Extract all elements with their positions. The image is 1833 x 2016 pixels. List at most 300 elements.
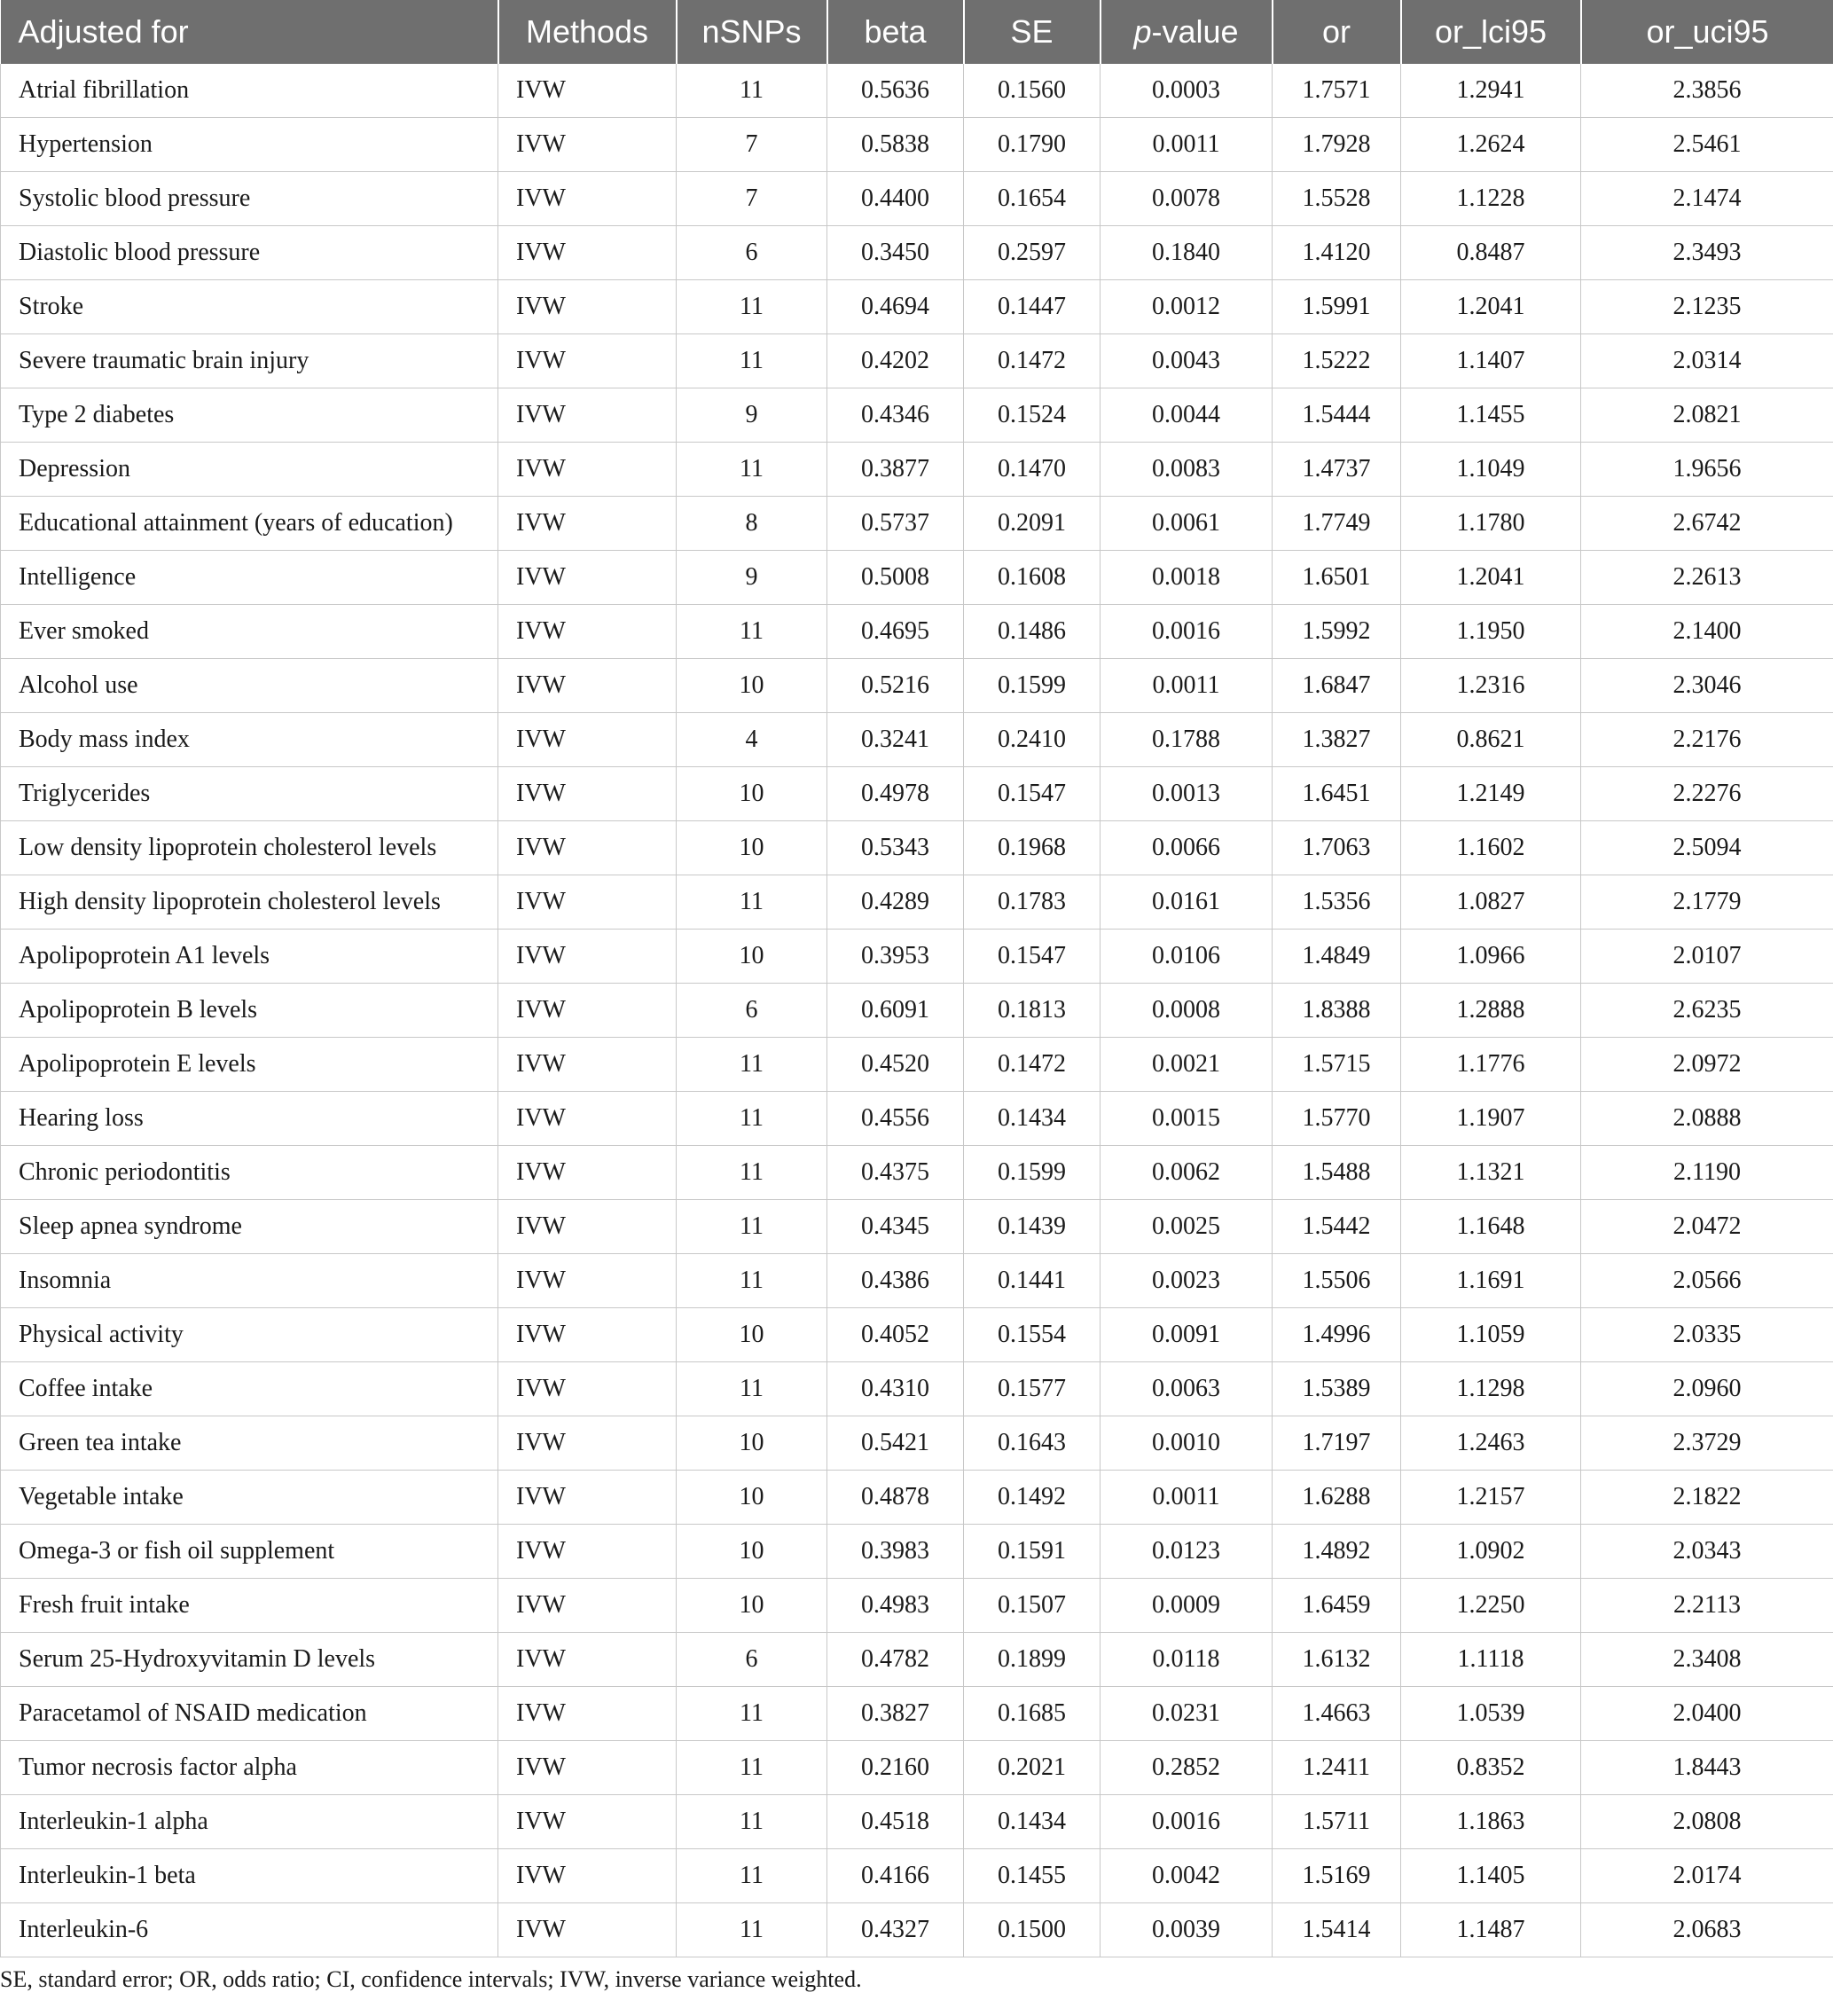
- cell-or: 1.5444: [1273, 388, 1401, 443]
- cell-adjusted-for: Triglycerides: [1, 767, 498, 821]
- cell-or-lci95: 1.1228: [1401, 172, 1581, 226]
- cell-or-uci95: 2.1474: [1581, 172, 1833, 226]
- cell-method: IVW: [498, 1146, 677, 1200]
- cell-nsnps: 7: [677, 118, 827, 172]
- table-row: [1, 118, 1833, 172]
- cell-adjusted-for: Interleukin-6: [1, 1903, 498, 1957]
- cell-method: IVW: [498, 497, 677, 551]
- cell-p-value: 0.0016: [1101, 605, 1273, 659]
- cell-nsnps: 9: [677, 388, 827, 443]
- cell-method: IVW: [498, 172, 677, 226]
- cell-or: 1.7571: [1273, 64, 1401, 118]
- table-footnote: SE, standard error; OR, odds ratio; CI, confidence intervals; IVW, inverse variance weighted.: [0, 1966, 862, 1992]
- cell-p-value: 0.0091: [1101, 1308, 1273, 1362]
- table-row: [1, 605, 1833, 659]
- cell-nsnps: 6: [677, 1633, 827, 1687]
- cell-method: IVW: [498, 118, 677, 172]
- cell-or: 1.7749: [1273, 497, 1401, 551]
- cell-or-lci95: 0.8621: [1401, 713, 1581, 767]
- cell-or-uci95: 2.3046: [1581, 659, 1833, 713]
- cell-beta: 0.4782: [827, 1633, 964, 1687]
- cell-p-value: 0.0021: [1101, 1038, 1273, 1092]
- cell-nsnps: 11: [677, 1849, 827, 1903]
- table-row: [1, 388, 1833, 443]
- cell-nsnps: 11: [677, 875, 827, 930]
- cell-adjusted-for: Insomnia: [1, 1254, 498, 1308]
- cell-nsnps: 11: [677, 1200, 827, 1254]
- cell-or-lci95: 1.1455: [1401, 388, 1581, 443]
- cell-nsnps: 11: [677, 64, 827, 118]
- cell-beta: 0.4289: [827, 875, 964, 930]
- cell-nsnps: 10: [677, 930, 827, 984]
- cell-nsnps: 10: [677, 1308, 827, 1362]
- cell-or: 1.4892: [1273, 1525, 1401, 1579]
- cell-or-uci95: 2.0821: [1581, 388, 1833, 443]
- cell-se: 0.1547: [964, 767, 1101, 821]
- cell-or: 1.5528: [1273, 172, 1401, 226]
- cell-p-value: 0.0123: [1101, 1525, 1273, 1579]
- header-nsnps: nSNPs: [677, 0, 827, 64]
- cell-se: 0.1472: [964, 334, 1101, 388]
- cell-or-uci95: 2.5094: [1581, 821, 1833, 875]
- cell-or-lci95: 1.1118: [1401, 1633, 1581, 1687]
- cell-adjusted-for: Ever smoked: [1, 605, 498, 659]
- cell-method: IVW: [498, 334, 677, 388]
- cell-or-uci95: 1.9656: [1581, 443, 1833, 497]
- cell-or-uci95: 2.0174: [1581, 1849, 1833, 1903]
- cell-p-value: 0.0118: [1101, 1633, 1273, 1687]
- cell-or-uci95: 2.0888: [1581, 1092, 1833, 1146]
- cell-adjusted-for: Coffee intake: [1, 1362, 498, 1416]
- cell-se: 0.1643: [964, 1416, 1101, 1471]
- cell-se: 0.1783: [964, 875, 1101, 930]
- cell-or-lci95: 1.1321: [1401, 1146, 1581, 1200]
- cell-nsnps: 11: [677, 1146, 827, 1200]
- cell-or: 1.5169: [1273, 1849, 1401, 1903]
- cell-or-uci95: 2.1190: [1581, 1146, 1833, 1200]
- cell-or: 1.5389: [1273, 1362, 1401, 1416]
- cell-adjusted-for: Green tea intake: [1, 1416, 498, 1471]
- cell-nsnps: 11: [677, 1903, 827, 1957]
- cell-adjusted-for: Apolipoprotein A1 levels: [1, 930, 498, 984]
- cell-p-value: 0.0043: [1101, 334, 1273, 388]
- cell-se: 0.1441: [964, 1254, 1101, 1308]
- cell-p-value: 0.1788: [1101, 713, 1273, 767]
- cell-beta: 0.4556: [827, 1092, 964, 1146]
- cell-or-lci95: 1.1298: [1401, 1362, 1581, 1416]
- cell-or: 1.5715: [1273, 1038, 1401, 1092]
- cell-p-value: 0.0015: [1101, 1092, 1273, 1146]
- cell-method: IVW: [498, 1795, 677, 1849]
- cell-method: IVW: [498, 1038, 677, 1092]
- cell-adjusted-for: Interleukin-1 beta: [1, 1849, 498, 1903]
- cell-or-lci95: 1.2149: [1401, 767, 1581, 821]
- cell-method: IVW: [498, 1849, 677, 1903]
- cell-or-lci95: 1.2463: [1401, 1416, 1581, 1471]
- cell-adjusted-for: Diastolic blood pressure: [1, 226, 498, 280]
- cell-p-value: 0.0011: [1101, 1471, 1273, 1525]
- cell-p-value: 0.0062: [1101, 1146, 1273, 1200]
- cell-adjusted-for: High density lipoprotein cholesterol levels: [1, 875, 498, 930]
- cell-adjusted-for: Systolic blood pressure: [1, 172, 498, 226]
- cell-or-uci95: 2.1779: [1581, 875, 1833, 930]
- cell-or: 1.7928: [1273, 118, 1401, 172]
- cell-beta: 0.4695: [827, 605, 964, 659]
- header-methods: Methods: [498, 0, 677, 64]
- cell-or-uci95: 2.3856: [1581, 64, 1833, 118]
- cell-p-value: 0.0078: [1101, 172, 1273, 226]
- table-row: [1, 1633, 1833, 1687]
- cell-adjusted-for: Depression: [1, 443, 498, 497]
- cell-se: 0.1591: [964, 1525, 1101, 1579]
- table-body: [1, 64, 1833, 1957]
- cell-p-value: 0.0018: [1101, 551, 1273, 605]
- cell-se: 0.1899: [964, 1633, 1101, 1687]
- cell-or-uci95: 2.3729: [1581, 1416, 1833, 1471]
- cell-method: IVW: [498, 821, 677, 875]
- cell-or-uci95: 2.1400: [1581, 605, 1833, 659]
- cell-p-value: 0.0025: [1101, 1200, 1273, 1254]
- cell-p-value: 0.0011: [1101, 659, 1273, 713]
- cell-or-uci95: 2.5461: [1581, 118, 1833, 172]
- cell-p-value: 0.0013: [1101, 767, 1273, 821]
- table-row: [1, 1146, 1833, 1200]
- cell-or: 1.5770: [1273, 1092, 1401, 1146]
- table-row: [1, 1687, 1833, 1741]
- cell-se: 0.2021: [964, 1741, 1101, 1795]
- table-row: [1, 1092, 1833, 1146]
- cell-se: 0.2597: [964, 226, 1101, 280]
- header-or-uci95: or_uci95: [1581, 0, 1833, 64]
- header-row: [1, 0, 1833, 64]
- cell-method: IVW: [498, 1903, 677, 1957]
- cell-beta: 0.4386: [827, 1254, 964, 1308]
- cell-nsnps: 10: [677, 659, 827, 713]
- table-row: [1, 1200, 1833, 1254]
- cell-adjusted-for: Hypertension: [1, 118, 498, 172]
- cell-adjusted-for: Physical activity: [1, 1308, 498, 1362]
- table-row: [1, 226, 1833, 280]
- header-p-value: [1101, 0, 1273, 64]
- cell-p-value: 0.0016: [1101, 1795, 1273, 1849]
- cell-method: IVW: [498, 1362, 677, 1416]
- table-row: [1, 334, 1833, 388]
- cell-or-lci95: 1.1059: [1401, 1308, 1581, 1362]
- cell-beta: 0.4345: [827, 1200, 964, 1254]
- table-row: [1, 64, 1833, 118]
- table-row: [1, 1362, 1833, 1416]
- cell-p-value: 0.0009: [1101, 1579, 1273, 1633]
- cell-adjusted-for: Atrial fibrillation: [1, 64, 498, 118]
- cell-adjusted-for: Type 2 diabetes: [1, 388, 498, 443]
- cell-or-lci95: 1.1776: [1401, 1038, 1581, 1092]
- table-row: [1, 767, 1833, 821]
- cell-or-lci95: 1.1602: [1401, 821, 1581, 875]
- cell-or: 1.7197: [1273, 1416, 1401, 1471]
- cell-or-lci95: 1.2041: [1401, 280, 1581, 334]
- cell-or: 1.8388: [1273, 984, 1401, 1038]
- cell-adjusted-for: Hearing loss: [1, 1092, 498, 1146]
- cell-adjusted-for: Apolipoprotein B levels: [1, 984, 498, 1038]
- cell-method: IVW: [498, 659, 677, 713]
- cell-or: 1.5711: [1273, 1795, 1401, 1849]
- cell-or: 1.6459: [1273, 1579, 1401, 1633]
- cell-se: 0.1547: [964, 930, 1101, 984]
- cell-adjusted-for: Chronic periodontitis: [1, 1146, 498, 1200]
- cell-or: 1.7063: [1273, 821, 1401, 875]
- cell-beta: 0.5838: [827, 118, 964, 172]
- cell-se: 0.1813: [964, 984, 1101, 1038]
- cell-nsnps: 8: [677, 497, 827, 551]
- header-or-lci95: or_lci95: [1401, 0, 1581, 64]
- cell-beta: 0.2160: [827, 1741, 964, 1795]
- cell-or: 1.5992: [1273, 605, 1401, 659]
- cell-se: 0.1447: [964, 280, 1101, 334]
- cell-se: 0.1507: [964, 1579, 1101, 1633]
- cell-beta: 0.4202: [827, 334, 964, 388]
- cell-beta: 0.4400: [827, 172, 964, 226]
- cell-beta: 0.4878: [827, 1471, 964, 1525]
- cell-se: 0.1439: [964, 1200, 1101, 1254]
- cell-beta: 0.6091: [827, 984, 964, 1038]
- cell-se: 0.1685: [964, 1687, 1101, 1741]
- cell-or-uci95: 2.1822: [1581, 1471, 1833, 1525]
- cell-method: IVW: [498, 64, 677, 118]
- cell-nsnps: 11: [677, 1038, 827, 1092]
- cell-or: 1.5222: [1273, 334, 1401, 388]
- cell-or-uci95: 2.2176: [1581, 713, 1833, 767]
- cell-p-value: 0.0083: [1101, 443, 1273, 497]
- cell-beta: 0.4166: [827, 1849, 964, 1903]
- cell-method: IVW: [498, 443, 677, 497]
- cell-p-value: 0.0063: [1101, 1362, 1273, 1416]
- cell-or-lci95: 1.0539: [1401, 1687, 1581, 1741]
- cell-se: 0.1472: [964, 1038, 1101, 1092]
- cell-beta: 0.4052: [827, 1308, 964, 1362]
- cell-or-uci95: 2.6742: [1581, 497, 1833, 551]
- cell-method: IVW: [498, 388, 677, 443]
- cell-p-value: 0.0003: [1101, 64, 1273, 118]
- cell-se: 0.1608: [964, 551, 1101, 605]
- cell-nsnps: 11: [677, 1362, 827, 1416]
- table-row: [1, 821, 1833, 875]
- cell-beta: 0.3241: [827, 713, 964, 767]
- cell-or: 1.5442: [1273, 1200, 1401, 1254]
- cell-beta: 0.4327: [827, 1903, 964, 1957]
- cell-method: IVW: [498, 1308, 677, 1362]
- cell-method: IVW: [498, 551, 677, 605]
- cell-nsnps: 10: [677, 1416, 827, 1471]
- cell-p-value: 0.0231: [1101, 1687, 1273, 1741]
- cell-method: IVW: [498, 1416, 677, 1471]
- cell-p-value: 0.0044: [1101, 388, 1273, 443]
- header-p-italic: p: [1133, 13, 1152, 50]
- cell-method: IVW: [498, 1633, 677, 1687]
- cell-beta: 0.4518: [827, 1795, 964, 1849]
- cell-p-value: 0.0023: [1101, 1254, 1273, 1308]
- cell-or-lci95: 1.1648: [1401, 1200, 1581, 1254]
- cell-p-value: 0.0012: [1101, 280, 1273, 334]
- cell-or-uci95: 2.1235: [1581, 280, 1833, 334]
- table-row: [1, 172, 1833, 226]
- cell-nsnps: 6: [677, 226, 827, 280]
- cell-or-lci95: 1.0827: [1401, 875, 1581, 930]
- cell-or-uci95: 2.0400: [1581, 1687, 1833, 1741]
- cell-p-value: 0.1840: [1101, 226, 1273, 280]
- cell-beta: 0.4375: [827, 1146, 964, 1200]
- cell-nsnps: 10: [677, 1579, 827, 1633]
- cell-or: 1.2411: [1273, 1741, 1401, 1795]
- cell-or-uci95: 2.6235: [1581, 984, 1833, 1038]
- cell-or-uci95: 2.0343: [1581, 1525, 1833, 1579]
- table-row: [1, 1849, 1833, 1903]
- cell-nsnps: 10: [677, 821, 827, 875]
- cell-or-lci95: 1.1863: [1401, 1795, 1581, 1849]
- cell-nsnps: 11: [677, 334, 827, 388]
- cell-or-uci95: 2.0972: [1581, 1038, 1833, 1092]
- cell-method: IVW: [498, 984, 677, 1038]
- cell-or: 1.3827: [1273, 713, 1401, 767]
- cell-p-value: 0.0106: [1101, 930, 1273, 984]
- cell-se: 0.1524: [964, 388, 1101, 443]
- cell-or: 1.6132: [1273, 1633, 1401, 1687]
- cell-se: 0.1554: [964, 1308, 1101, 1362]
- cell-or-lci95: 1.1780: [1401, 497, 1581, 551]
- table-row: [1, 713, 1833, 767]
- cell-nsnps: 4: [677, 713, 827, 767]
- cell-or: 1.5356: [1273, 875, 1401, 930]
- cell-or-lci95: 1.1405: [1401, 1849, 1581, 1903]
- cell-method: IVW: [498, 1092, 677, 1146]
- cell-method: IVW: [498, 1579, 677, 1633]
- cell-or-lci95: 1.2316: [1401, 659, 1581, 713]
- table-row: [1, 984, 1833, 1038]
- cell-adjusted-for: Tumor necrosis factor alpha: [1, 1741, 498, 1795]
- cell-method: IVW: [498, 1687, 677, 1741]
- cell-method: IVW: [498, 1254, 677, 1308]
- table-row: [1, 1416, 1833, 1471]
- header-beta: beta: [827, 0, 964, 64]
- cell-or-uci95: 2.0960: [1581, 1362, 1833, 1416]
- table-row: [1, 930, 1833, 984]
- cell-se: 0.2410: [964, 713, 1101, 767]
- cell-beta: 0.4310: [827, 1362, 964, 1416]
- cell-or-lci95: 1.2624: [1401, 118, 1581, 172]
- table-row: [1, 1254, 1833, 1308]
- cell-beta: 0.5343: [827, 821, 964, 875]
- cell-se: 0.1790: [964, 118, 1101, 172]
- cell-nsnps: 11: [677, 1092, 827, 1146]
- header-adjusted-for: Adjusted for: [1, 0, 498, 64]
- header-value-suffix: -value: [1151, 13, 1239, 50]
- cell-adjusted-for: Educational attainment (years of education): [1, 497, 498, 551]
- cell-adjusted-for: Severe traumatic brain injury: [1, 334, 498, 388]
- cell-beta: 0.3983: [827, 1525, 964, 1579]
- cell-p-value: 0.0010: [1101, 1416, 1273, 1471]
- cell-adjusted-for: Alcohol use: [1, 659, 498, 713]
- cell-adjusted-for: Low density lipoprotein cholesterol levels: [1, 821, 498, 875]
- cell-or: 1.6288: [1273, 1471, 1401, 1525]
- cell-beta: 0.3450: [827, 226, 964, 280]
- cell-p-value: 0.2852: [1101, 1741, 1273, 1795]
- table-row: [1, 1471, 1833, 1525]
- cell-or-lci95: 1.1950: [1401, 605, 1581, 659]
- cell-beta: 0.4978: [827, 767, 964, 821]
- cell-adjusted-for: Serum 25-Hydroxyvitamin D levels: [1, 1633, 498, 1687]
- cell-method: IVW: [498, 767, 677, 821]
- cell-or-uci95: 2.2613: [1581, 551, 1833, 605]
- cell-nsnps: 11: [677, 443, 827, 497]
- cell-nsnps: 6: [677, 984, 827, 1038]
- table-row: [1, 1579, 1833, 1633]
- cell-beta: 0.3827: [827, 1687, 964, 1741]
- cell-or-lci95: 1.2157: [1401, 1471, 1581, 1525]
- cell-beta: 0.4520: [827, 1038, 964, 1092]
- cell-or-uci95: 2.3493: [1581, 226, 1833, 280]
- cell-nsnps: 9: [677, 551, 827, 605]
- cell-or-lci95: 1.2888: [1401, 984, 1581, 1038]
- cell-or: 1.4737: [1273, 443, 1401, 497]
- cell-beta: 0.3877: [827, 443, 964, 497]
- cell-method: IVW: [498, 605, 677, 659]
- cell-se: 0.1968: [964, 821, 1101, 875]
- cell-p-value: 0.0066: [1101, 821, 1273, 875]
- cell-adjusted-for: Interleukin-1 alpha: [1, 1795, 498, 1849]
- cell-or-lci95: 1.1487: [1401, 1903, 1581, 1957]
- cell-nsnps: 11: [677, 1741, 827, 1795]
- cell-or: 1.5414: [1273, 1903, 1401, 1957]
- cell-or-lci95: 1.1049: [1401, 443, 1581, 497]
- cell-or: 1.6501: [1273, 551, 1401, 605]
- cell-nsnps: 11: [677, 1795, 827, 1849]
- cell-or-lci95: 1.1407: [1401, 334, 1581, 388]
- cell-or-lci95: 1.2041: [1401, 551, 1581, 605]
- cell-or-uci95: 2.0566: [1581, 1254, 1833, 1308]
- cell-adjusted-for: Fresh fruit intake: [1, 1579, 498, 1633]
- table-row: [1, 280, 1833, 334]
- cell-adjusted-for: Paracetamol of NSAID medication: [1, 1687, 498, 1741]
- cell-nsnps: 10: [677, 767, 827, 821]
- cell-p-value: 0.0061: [1101, 497, 1273, 551]
- cell-nsnps: 11: [677, 1254, 827, 1308]
- cell-or-uci95: 2.2276: [1581, 767, 1833, 821]
- cell-beta: 0.5421: [827, 1416, 964, 1471]
- cell-method: IVW: [498, 1525, 677, 1579]
- cell-nsnps: 11: [677, 605, 827, 659]
- header-or: or: [1273, 0, 1401, 64]
- table-row: [1, 659, 1833, 713]
- cell-se: 0.1434: [964, 1795, 1101, 1849]
- cell-or-lci95: 1.2250: [1401, 1579, 1581, 1633]
- cell-or-uci95: 2.0335: [1581, 1308, 1833, 1362]
- cell-adjusted-for: Stroke: [1, 280, 498, 334]
- cell-beta: 0.5636: [827, 64, 964, 118]
- cell-or: 1.6847: [1273, 659, 1401, 713]
- cell-or-lci95: 1.0902: [1401, 1525, 1581, 1579]
- cell-or-lci95: 1.0966: [1401, 930, 1581, 984]
- cell-p-value: 0.0011: [1101, 118, 1273, 172]
- cell-or-uci95: 2.3408: [1581, 1633, 1833, 1687]
- cell-method: IVW: [498, 930, 677, 984]
- table-row: [1, 875, 1833, 930]
- cell-or-lci95: 1.2941: [1401, 64, 1581, 118]
- cell-adjusted-for: Vegetable intake: [1, 1471, 498, 1525]
- cell-p-value: 0.0008: [1101, 984, 1273, 1038]
- cell-adjusted-for: Body mass index: [1, 713, 498, 767]
- cell-nsnps: 11: [677, 280, 827, 334]
- cell-or-lci95: 0.8487: [1401, 226, 1581, 280]
- cell-beta: 0.5216: [827, 659, 964, 713]
